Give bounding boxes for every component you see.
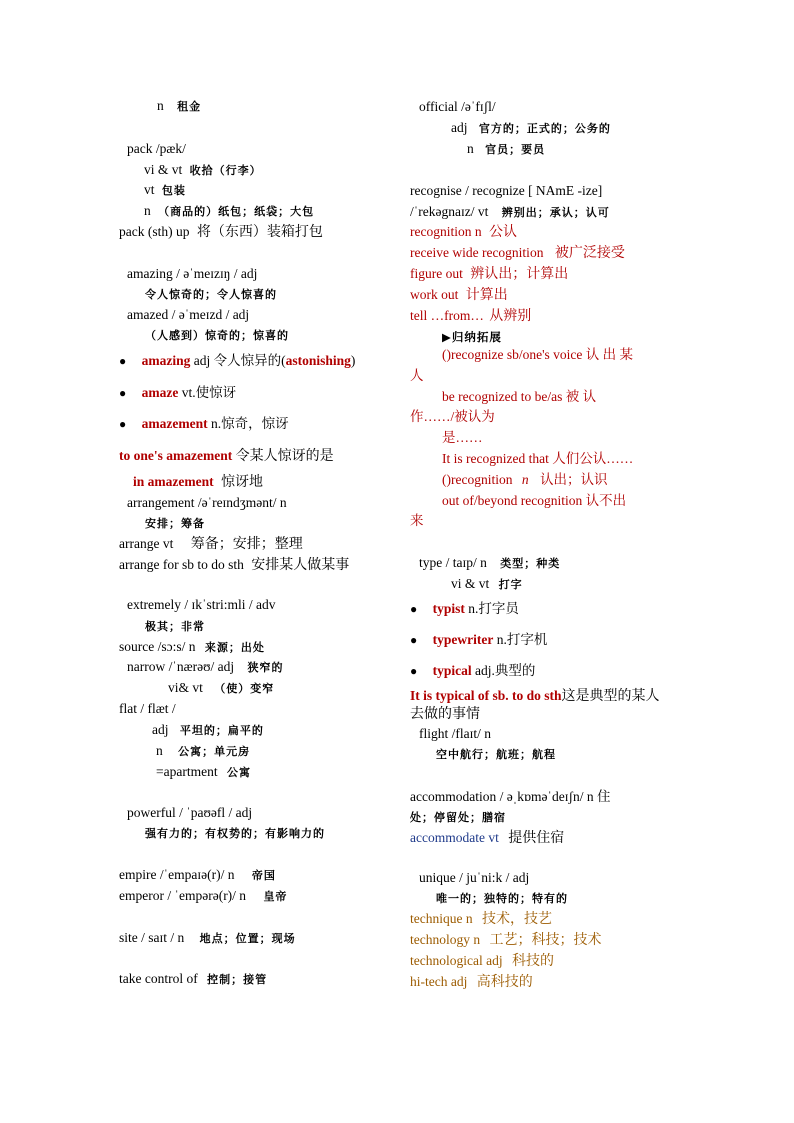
definition: 打字 [498,578,523,591]
synonym-keyword: astonishing [285,353,351,368]
phrase-zh: 技术，技艺 [481,911,552,927]
pos-label: vt [144,182,155,197]
pos-label: vi & vt [144,162,183,177]
technique-line [410,909,552,929]
bullet-icon: ● [410,633,418,647]
narrow-entry [127,657,284,678]
definition: 收拾（行李） [189,164,262,177]
bullet-keyword: typist [432,601,465,616]
definition: 地点；位置；现场 [199,932,296,945]
extremely-definition: 极其；非常 [145,620,205,633]
headword: narrow /ˈnærəʊ/ adj [127,659,235,674]
phrase-en: technology n [410,932,481,947]
definition: 公寓；单元房 [178,745,251,758]
amazing-definition: 令人惊奇的；令人惊喜的 [145,288,277,301]
phrase-zh: 安排某人做某事 [251,557,350,573]
headword: empire /ˈempaɪə(r)/ n [119,867,235,882]
bullet-text: adj 令人惊异的( [190,353,286,368]
rent-entry [157,96,201,117]
expand-5b: 来 [410,513,424,528]
expand-2b: 作……/被认为 [410,409,495,424]
take-control-entry [119,969,267,990]
definition: 狭窄的 [247,661,284,674]
recognise-ipa [410,202,610,223]
phrase-en: arrange vt [119,536,174,551]
pack-line-1 [144,160,262,181]
phrase-en: tell …from… [410,308,484,323]
phrase-zh: 被广泛接受 [554,245,625,261]
bullet-text: n.打字机 [493,632,548,647]
accommodation-headword: accommodation / əˌkɒməˈdeɪʃn/ n 住 [410,789,611,804]
phrase-zh: 科技的 [511,953,554,969]
bullet-icon: ● [119,417,127,431]
phrase-en: pack (sth) up [119,224,190,239]
phrase-zh: 工艺；科技；技术 [489,932,602,948]
expand-1a: ()recognize sb/one's voice 认 出 某 [442,347,633,362]
pos-label: vi& vt [168,680,203,695]
phrase-zh: 令某人惊讶的是 [235,448,334,464]
unique-headword: unique / juˈni:k / adj [419,870,530,885]
definition: 来源；出处 [204,641,265,654]
bullet-text: adj.典型的 [471,663,536,678]
typical-phrase-2: 去做的事情 [410,706,480,722]
headword: emperor / ˈempərə(r)/ n [119,888,247,903]
phrase-en: take control of [119,971,198,986]
work-out-line [410,285,508,305]
flat-line-3 [156,762,251,783]
definition: 控制；接管 [207,973,268,986]
summary-heading: ▶归纳拓展 [442,330,502,344]
bullet-typewriter [410,630,547,650]
bullet-text: n.打字员 [464,601,519,616]
arrange-for-line [119,555,349,575]
bullet-icon: ● [119,386,127,400]
pos-label: n [144,203,151,218]
pack-headword: pack /pæk/ [127,141,186,156]
phrase-en: in amazement [133,474,214,489]
bullet-icon: ● [410,602,418,616]
type-headword [419,553,560,574]
phrase-en: accommodate vt [410,830,499,845]
phrase-en: technological adj [410,953,503,968]
phrase-zh: 公认 [488,224,517,240]
arrange-line [119,534,303,554]
phrase-en: arrange for sb to do sth [119,557,244,572]
definition: 帝国 [251,869,276,882]
phrase-zh: 认出；认识 [539,472,608,487]
pack-line-3 [144,201,314,222]
phrase-en: hi-tech adj [410,974,468,989]
phrase-en: work out [410,287,459,302]
typical-phrase-1 [410,686,660,706]
pack-phrase [119,222,323,242]
source-entry [119,637,265,658]
definition: 辨别出；承认；认可 [501,206,610,219]
type-verb [451,574,523,595]
definition: 类型；种类 [500,557,561,570]
technological-line [410,951,554,971]
flight-definition: 空中航行；航班；航程 [436,748,556,761]
pack-line-2 [144,180,186,201]
bullet-amazing [119,351,355,371]
technology-line [410,930,602,950]
definition: 官员；要员 [485,143,546,156]
hitech-line [410,972,533,992]
expand-3: It is recognized that 人们公认…… [442,451,634,466]
arrangement-definition: 安排；筹备 [145,517,205,530]
bullet-icon: ● [119,354,127,368]
bullet-amaze [119,383,236,403]
headword: site / saɪt / n [119,930,185,945]
expand-5a: out of/beyond recognition 认不出 [442,493,627,508]
definition: 公寓 [226,766,251,779]
phrase-zh: 从辨别 [489,308,532,324]
pos-label: adj [152,722,169,737]
bullet-text-end: ) [350,353,356,368]
bullet-keyword: typical [432,663,472,678]
bullet-icon: ● [410,664,418,678]
expand-2c: 是…… [442,430,483,445]
accommodation-definition: 处；停留处；膳宿 [410,811,506,824]
bullet-keyword: amaze [141,385,179,400]
phrase-in-amazement [133,472,263,492]
pos-label: n [157,98,164,113]
unique-definition: 唯一的；独特的；特有的 [436,892,568,905]
bullet-text: vt.使惊讶 [178,385,237,400]
synonym: =apartment [156,764,218,779]
powerful-definition: 强有力的；有权势的；有影响力的 [145,827,325,840]
bullet-amazement [119,414,289,434]
tell-from-line [410,306,531,326]
definition: 租金 [177,100,202,113]
ipa: /ˈrekəgnaɪz/ vt [410,204,489,219]
phrase-en: ()recognition [442,472,513,487]
phrase-en: It is typical of sb. to do sth [410,688,562,703]
phrase-en: receive wide recognition [410,245,544,260]
phrase-zh: 惊讶地 [220,474,263,490]
bullet-typist [410,599,519,619]
definition: 平坦的；扁平的 [179,724,264,737]
definition: 官方的；正式的；公务的 [478,122,611,135]
emperor-entry [119,886,287,907]
expand-4 [442,470,607,490]
bullet-typical [410,661,535,681]
headword: source /sɔ:s/ n [119,639,196,654]
accommodate-line [410,828,564,848]
amazed-definition: （人感到）惊奇的；惊喜的 [145,329,289,342]
official-line-2 [467,139,545,160]
amazing-headword: amazing / əˈmeɪzɪŋ / adj [127,266,258,281]
phrase-zh: 计算出 [465,287,508,303]
flat-line-1 [152,720,264,741]
official-headword: official /əˈfɪʃl/ [419,99,496,114]
definition: （使）变窄 [214,682,275,695]
official-line-1 [451,118,611,139]
phrase-zh: 筹备；安排；整理 [190,536,303,552]
phrase-en: to one's amazement [119,448,233,463]
phrase-to-ones-amazement [119,446,334,466]
flight-headword: flight /flaɪt/ n [419,726,491,741]
empire-entry [119,865,276,886]
arrangement-headword: arrangement /əˈreɪndʒmənt/ n [127,495,287,510]
receive-recognition-line [410,243,625,263]
phrase-zh: 高科技的 [476,974,533,990]
headword: type / taɪp/ n [419,555,487,570]
phrase-en: recognition n [410,224,482,239]
pos-label: adj [451,120,468,135]
bullet-keyword: amazement [141,416,208,431]
phrase-en: figure out [410,266,463,281]
pos-label: n [156,743,163,758]
definition: 皇帝 [263,890,288,903]
definition: （商品的）纸包；纸袋；大包 [158,205,315,218]
flat-line-2 [156,741,250,762]
expand-2a: be recognized to be/as 被 认 [442,389,597,404]
phrase-zh: 提供住宿 [508,830,565,846]
site-entry [119,928,296,949]
phrase-zh: 辨认出；计算出 [470,266,569,282]
amazed-headword: amazed / əˈmeɪzd / adj [127,307,250,322]
flat-headword: flat / flæt / [119,701,176,716]
expand-1b: 人 [410,368,424,383]
recognise-headword: recognise / recognize [ NAmE -ize] [410,183,603,198]
bullet-keyword: amazing [141,353,191,368]
figure-out-line [410,264,568,284]
extremely-headword: extremely / ɪkˈstri:mli / adv [127,597,276,612]
pos-label: vi & vt [451,576,490,591]
phrase-en: technique n [410,911,473,926]
pos-label: n [521,472,529,487]
pos-label: n [467,141,474,156]
bullet-keyword: typewriter [432,632,494,647]
powerful-headword: powerful / ˈpaʊəfl / adj [127,805,253,820]
bullet-text: n.惊奇，惊讶 [207,416,289,431]
narrow-verb [168,678,274,699]
definition: 包装 [161,184,186,197]
recognition-line [410,222,517,242]
phrase-zh: 这是典型的某人 [561,688,660,704]
phrase-zh: 将（东西）装箱打包 [196,224,323,240]
